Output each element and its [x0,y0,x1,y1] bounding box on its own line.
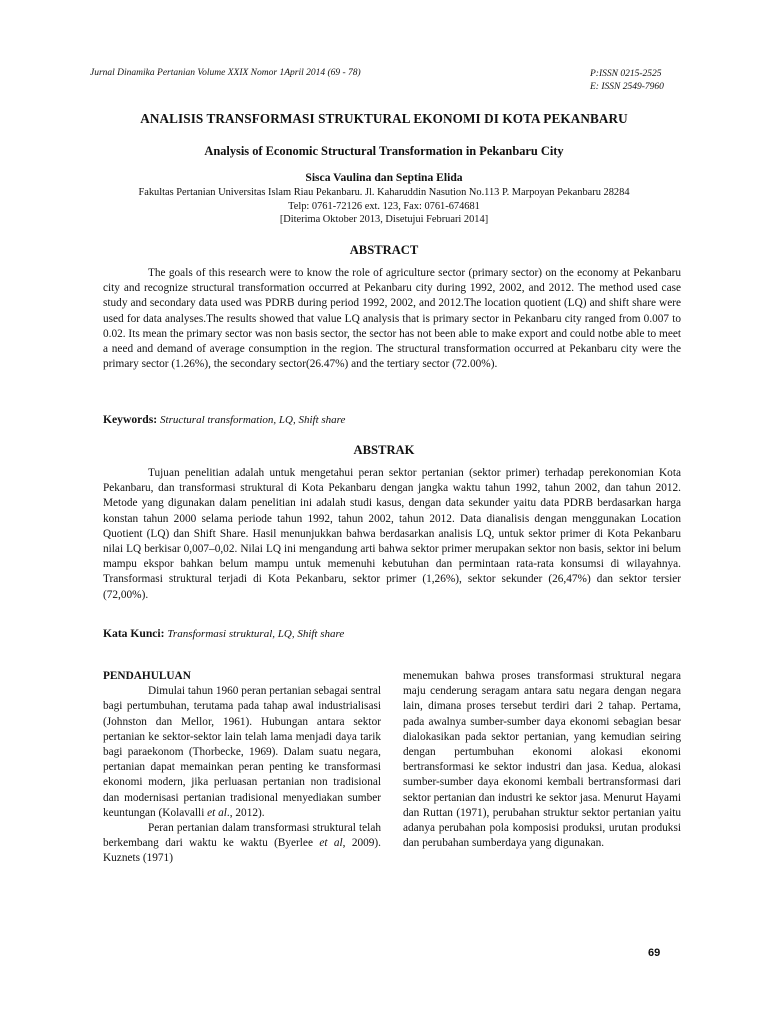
paper-title: ANALISIS TRANSFORMASI STRUKTURAL EKONOMI DI KOTA PEKANBARU [140,111,628,126]
kata-kunci-line [103,627,681,640]
abstrak-heading: ABSTRAK [353,443,415,457]
paper-authors: Sisca Vaulina dan Septina Elida [305,171,463,184]
right-column [403,669,681,851]
abstract-text: The goals of this research were to know the role of agriculture sector (primary sector) on the economy at Pekanbaru city and recognize structural transformation occurred at Pekanbaru city during 1992, 2002, and 2012. The method used case study and secondary data used was PDRB during period 1992, 2002, and 2012.The location quotient (LQ) and shift share were used for data analyses.The results showed that value LQ analysis that is primary sector in Pekanbaru city ranged from 0.007 to 0.02. Its mean the primary sector was non basis sector, the sector has not been able to make export and could notbe able to meet a need and demand of average consumption in the region. The structural transformation occurred at Pekanbaru city were the primary sector (1.26%), the secondary sector(26.47%) and the tertiary sector (72.00%). [103,267,681,371]
author-affiliation [0,186,768,227]
page-number: 69 [648,947,661,959]
kata-kunci-text: Transformasi struktural, LQ, Shift share [167,628,345,640]
keywords-line [103,413,681,426]
paper-subtitle: Analysis of Economic Structural Transformation in Pekanbaru City [204,144,564,158]
intro-paragraph-continued: menemukan bahwa proses transformasi struktural negara maju cenderung seragam antara satu negara dengan negara lain, dimana proses tersebut terdiri dari 2 tahap. Pertama, pada awalnya sumber-sumber daya ekonomi sebagian besar dialokasikan pada sektor pertanian, yang kemudian seiring dengan pertumbuhan ekonomi alokasi ekonomi bertransformasi ke sektor industri dan jasa. Kedua, alokasi sumber-sumber daya ekonomi kembali bertransformasi dari sektor pertanian dan industri ke sektor jasa. Menurut Hayami dan Ruttan (1971), perubahan struktur sektor pertanian yaitu adanya perubahan pola komposisi produksi, urutan produksi dan perubahan sumberdaya yang digunakan. [403,670,681,850]
intro-paragraph-2: Peran pertanian dalam transformasi struktural telah berkembang dari waktu ke waktu (Byerlee et al, 2009). Kuznets (1971) [103,822,382,865]
received-accepted-dates: [Diterima Oktober 2013, Disetujui Februari 2014] [279,214,489,225]
abstrak-text: Tujuan penelitian adalah untuk mengetahui peran sektor pertanian (sektor primer) terhadap perekonomian Kota Pekanbaru, dan transformasi struktural di Kota Pekanbaru dengan jangka waktu tahun 1992, tahun 2002, dan tahun 2012. Metode yang digunakan dalam penelitian ini adalah studi kasus, dengan data sekunder yaitu data PDRB berdasarkan harga konstan tahun 2000 selama periode tahun 1992, tahun 2002, tahun 2012. Data dianalisis dengan menggunakan Location Quotient (LQ) dan Shift Share. Hasil menunjukkan bahwa berdasarkan analisis LQ, untuk sektor primer di Kota Pekanbaru nilai LQ berkisar 0,007–0,02. Nilai LQ ini mengandung arti bahwa sektor primer merupakan sektor non basis, sektor ini belum mampu ekspor bahkan belum mampu untuk memenuhi kebutuhan dan permintaan rata-rata konsumsi di wilayahnya. Transformasi struktural terjadi di Kota Pekanbaru, sektor primer (1,26%), sektor sekunder (26,47%) dan sektor tersier (72,00%). [103,467,681,601]
introduction-heading: PENDAHULUAN [103,670,191,682]
keywords-label: Keywords: [103,413,158,426]
journal-header: Jurnal Dinamika Pertanian Volume XXIX Nomor 1April 2014 (69 - 78) [90,68,361,78]
print-issn: P:ISSN 0215-2525 [590,69,662,79]
left-column [103,669,381,867]
abstract-heading: ABSTRACT [349,243,419,257]
affiliation-contact: Telp: 0761-72126 ext. 123, Fax: 0761-674681 [288,200,480,212]
intro-paragraph-1: Dimulai tahun 1960 peran pertanian sebagai sentral bagi pertumbuhan, terutama pada tahap awal industrialisasi (Johnston dan Mellor, 1961). Hubungan antara sektor pertanian ke sektor-sektor lain telah lama menjadi daya tarik bagi paraekonom (Thorbecke, 1969). Dalam suatu negara, pertanian dapat memainkan peran penting ke transformasi ekonomi modern, jika perluasan pertanian non tradisional dan modernisasi pertanian tradisional menyediakan sumber keuntungan (Kolavalli et al., 2012). [103,685,381,819]
issn-block [590,68,664,94]
affiliation-address: Fakultas Pertanian Universitas Islam Riau Pekanbaru. Jl. Kaharuddin Nasution No.113 P. Marpoyan Pekanbaru 28284 [138,187,630,198]
electronic-issn: E: ISSN 2549-7960 [590,82,664,92]
kata-kunci-label: Kata Kunci: [103,627,165,640]
keywords-text: Structural transformation, LQ, Shift share [160,414,346,426]
